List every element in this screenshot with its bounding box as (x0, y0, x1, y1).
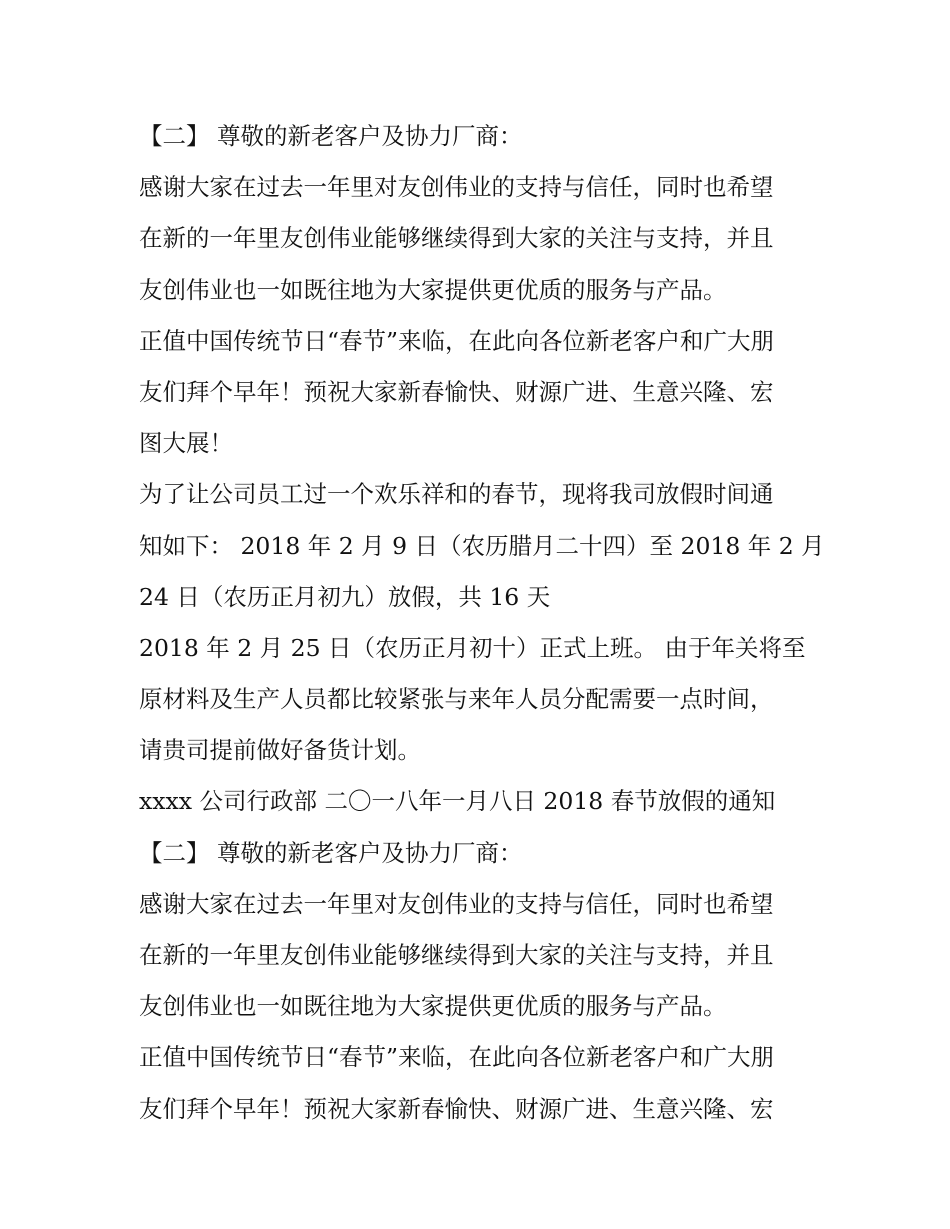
text-line: 友创伟业也一如既往地为大家提供更优质的服务与产品。 (139, 275, 727, 304)
text-line: 图大展！ (139, 429, 233, 458)
text-line: 正值中国传统节日“春节”来临，在此向各位新老客户和广大朋 (139, 326, 775, 355)
text-line: 【二】 尊敬的新老客户及协力厂商： (139, 838, 523, 867)
text-line: 为了让公司员工过一个欢乐祥和的春节，现将我司放假时间通 (139, 480, 774, 509)
signature-line (139, 776, 819, 827)
text-line: 24 日（农历正月初九）放假，共 16 天 (139, 582, 551, 611)
greeting-paragraph (139, 1032, 819, 1134)
text-line: 2018 年 2 月 25 日（农历正月初十）正式上班。 由于年关将至 (139, 633, 806, 662)
text-line: 友创伟业也一如既往地为大家提供更优质的服务与产品。 (139, 992, 727, 1021)
return-to-work-paragraph (139, 623, 819, 777)
text-line: 在新的一年里友创伟业能够继续得到大家的关注与支持，并且 (139, 941, 774, 969)
text-line: 原材料及生产人员都比较紧张与来年人员分配需要一点时间， (139, 685, 774, 714)
text-line: 【二】 尊敬的新老客户及协力厂商： (139, 122, 523, 150)
thanks-paragraph (139, 879, 819, 1033)
greeting-paragraph (139, 316, 819, 470)
text-line: 在新的一年里友创伟业能够继续得到大家的关注与支持，并且 (139, 224, 774, 253)
salutation (139, 111, 819, 162)
holiday-schedule-paragraph (139, 469, 825, 623)
text-line: 友们拜个早年！预祝大家新春愉快、财源广进、生意兴隆、宏 (139, 1094, 774, 1123)
text-line: 正值中国传统节日“春节”来临，在此向各位新老客户和广大朋 (139, 1043, 775, 1072)
text-line: 感谢大家在过去一年里对友创伟业的支持与信任，同时也希望 (139, 889, 774, 918)
document-body (139, 111, 825, 1135)
text-line: 感谢大家在过去一年里对友创伟业的支持与信任，同时也希望 (139, 173, 774, 202)
salutation (139, 828, 819, 879)
text-line: 请贵司提前做好备货计划。 (139, 736, 421, 765)
thanks-paragraph (139, 162, 819, 316)
text-line: 友们拜个早年！预祝大家新春愉快、财源广进、生意兴隆、宏 (139, 377, 774, 406)
text-line: 知如下： 2018 年 2 月 9 日（农历腊月二十四）至 2018 年 2 月 (139, 531, 825, 560)
text-line: xxxx 公司行政部 二〇一八年一月八日 2018 春节放假的通知 (139, 787, 776, 816)
